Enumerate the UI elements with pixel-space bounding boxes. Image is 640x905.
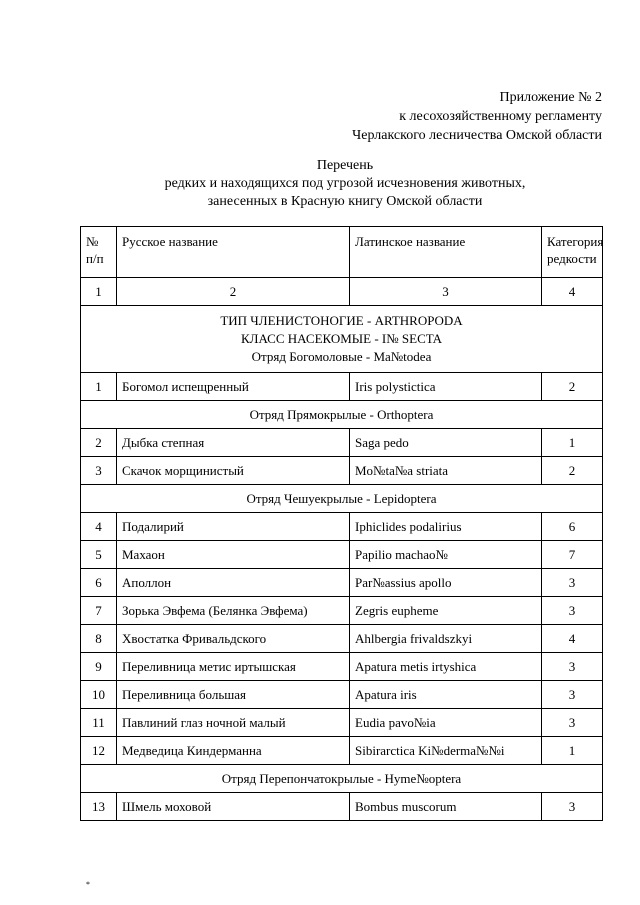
russian-name: Зорька Эвфема (Белянка Эвфема) [117, 597, 350, 625]
russian-name: Хвостатка Фривальдского [117, 625, 350, 653]
russian-name: Подалирий [117, 513, 350, 541]
row-number: 13 [81, 793, 117, 821]
table-row [81, 793, 603, 821]
table-row [81, 709, 603, 737]
row-number: 8 [81, 625, 117, 653]
russian-name: Аполлон [117, 569, 350, 597]
rarity-category: 3 [542, 569, 603, 597]
latin-name: Zegris eupheme [350, 597, 542, 625]
rarity-category: 2 [542, 457, 603, 485]
order-cell: Отряд Прямокрылые - Orthoptera [81, 401, 603, 429]
order-cell: Отряд Перепончатокрылые - Hyme№optera [81, 765, 603, 793]
section-cell [81, 306, 603, 373]
table-row [81, 541, 603, 569]
russian-name: Шмель моховой [117, 793, 350, 821]
latin-name: Par№assius apollo [350, 569, 542, 597]
table-row [81, 457, 603, 485]
rarity-category: 3 [542, 681, 603, 709]
table-index-row [81, 278, 603, 306]
latin-name: Eudia pavo№ia [350, 709, 542, 737]
appendix-subtitle: к лесохозяйственному регламенту [399, 109, 602, 124]
latin-name: Saga pedo [350, 429, 542, 457]
footer-mark: * [86, 880, 90, 889]
rarity-category: 2 [542, 373, 603, 401]
russian-name: Переливница большая [117, 681, 350, 709]
rarity-category: 1 [542, 737, 603, 765]
order-row [81, 485, 603, 513]
rarity-category: 3 [542, 793, 603, 821]
row-number: 2 [81, 429, 117, 457]
table-row [81, 737, 603, 765]
russian-name: Переливница метис иртышская [117, 653, 350, 681]
order-cell: Отряд Чешуекрылые - Lepidoptera [81, 485, 603, 513]
table-header-row [81, 227, 603, 278]
document-title [0, 157, 640, 211]
latin-name: Sibirarctica Ki№derma№№i [350, 737, 542, 765]
row-number: 11 [81, 709, 117, 737]
row-number: 12 [81, 737, 117, 765]
latin-name: Mo№ta№a striata [350, 457, 542, 485]
title-line-1: Перечень [316, 158, 374, 173]
row-number: 3 [81, 457, 117, 485]
table-row [81, 513, 603, 541]
latin-name: Apatura iris [350, 681, 542, 709]
table-row [81, 625, 603, 653]
table-row [81, 373, 603, 401]
section-order: Отряд Богомоловые - Ma№todea [251, 349, 432, 364]
index-cell: 1 [81, 278, 117, 306]
rarity-category: 7 [542, 541, 603, 569]
title-line-2: редких и находящихся под угрозой исчезновения животных, [164, 176, 526, 191]
russian-name: Богомол испещренный [117, 373, 350, 401]
rarity-category: 4 [542, 625, 603, 653]
rarity-category: 3 [542, 709, 603, 737]
russian-name: Махаон [117, 541, 350, 569]
row-number: 5 [81, 541, 117, 569]
rarity-category: 1 [542, 429, 603, 457]
header-latin: Латинское название [350, 227, 542, 278]
latin-name: Papilio machao№ [350, 541, 542, 569]
latin-name: Bombus muscorum [350, 793, 542, 821]
rarity-category: 3 [542, 653, 603, 681]
section-row [81, 306, 603, 373]
row-number: 6 [81, 569, 117, 597]
row-number: 9 [81, 653, 117, 681]
table-row [81, 597, 603, 625]
index-cell: 2 [117, 278, 350, 306]
russian-name: Павлиний глаз ночной малый [117, 709, 350, 737]
row-number: 10 [81, 681, 117, 709]
latin-name: Iris polystictica [350, 373, 542, 401]
appendix-header [352, 88, 602, 145]
header-num: № п/п [81, 227, 117, 278]
order-row [81, 401, 603, 429]
latin-name: Ahlbergia frivaldszkyi [350, 625, 542, 653]
appendix-organization: Черлакского лесничества Омской области [352, 128, 602, 143]
title-line-3: занесенных в Красную книгу Омской области [207, 194, 483, 209]
latin-name: Iphiclides podalirius [350, 513, 542, 541]
row-number: 1 [81, 373, 117, 401]
row-number: 4 [81, 513, 117, 541]
species-table [80, 226, 603, 821]
index-cell: 3 [350, 278, 542, 306]
appendix-number: Приложение № 2 [499, 90, 602, 105]
order-row [81, 765, 603, 793]
latin-name: Apatura metis irtyshica [350, 653, 542, 681]
table-row [81, 429, 603, 457]
section-type: ТИП ЧЛЕНИСТОНОГИЕ - ARTHROPODA [220, 313, 463, 328]
russian-name: Дыбка степная [117, 429, 350, 457]
russian-name: Медведица Киндерманна [117, 737, 350, 765]
row-number: 7 [81, 597, 117, 625]
table-row [81, 681, 603, 709]
rarity-category: 6 [542, 513, 603, 541]
russian-name: Скачок морщинистый [117, 457, 350, 485]
header-russian: Русское название [117, 227, 350, 278]
section-class: КЛАСС НАСЕКОМЫЕ - I№ SECTA [240, 331, 443, 346]
index-cell: 4 [542, 278, 603, 306]
rarity-category: 3 [542, 597, 603, 625]
table-row [81, 569, 603, 597]
table-row [81, 653, 603, 681]
header-category: Категория редкости [542, 227, 603, 278]
